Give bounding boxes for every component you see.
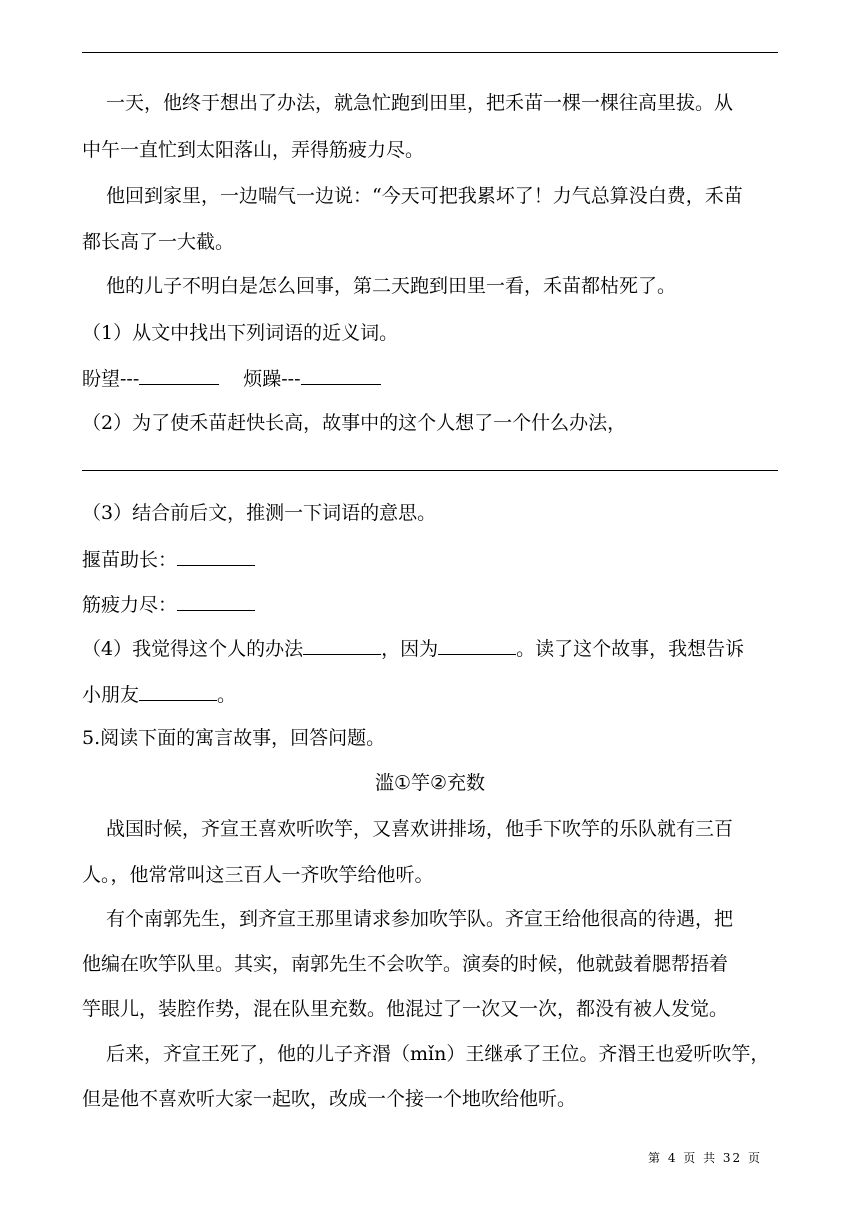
story-para3-line2: 但是他不喜欢听大家一起吹，改成一个接一个地吹给他听。 [82, 1088, 577, 1110]
story-para1-line1: 战国时候，齐宣王喜欢听吹竽，又喜欢讲排场，他手下吹竽的乐队就有三百 [106, 818, 734, 840]
answer-blank-jinpilijin[interactable] [177, 590, 255, 611]
passage1-para1-line1: 一天，他终于想出了办法，就急忙跑到田里，把禾苗一棵一棵往高里拔。从 [106, 92, 734, 114]
passage1-para2-line2: 都长高了一大截。 [82, 231, 235, 253]
synonym-prompt-fanzao: 烦躁--- [243, 368, 301, 390]
story-para3-line1: 后来，齐宣王死了，他的儿子齐湣（mǐn）王继承了王位。齐湣王也爱听吹竽， [106, 1043, 770, 1065]
question-3-item-b [82, 590, 255, 618]
answer-blank-yamiaozhuzhang[interactable] [177, 545, 255, 566]
story-para2-line3: 竽眼儿，装腔作势，混在队里充数。他混过了一次又一次，都没有被人发觉。 [82, 998, 729, 1020]
term-yamiaozhuzhang: 揠苗助长： [82, 549, 178, 571]
question-1-answers [82, 364, 381, 392]
q4-text-3: 。读了这个故事，我想告诉 [516, 638, 745, 660]
synonym-prompt-panwang: 盼望--- [82, 368, 140, 390]
q4-text-1: （4）我觉得这个人的办法 [82, 638, 304, 660]
passage1-para1-line2: 中午一直忙到太阳落山，弄得筋疲力尽。 [82, 139, 425, 161]
story-para2-line1: 有个南郭先生，到齐宣王那里请求参加吹竽队。齐宣王给他很高的待遇，把 [106, 908, 734, 930]
q4-text-5: 。 [217, 684, 237, 706]
answer-blank-q4-reason[interactable] [438, 634, 516, 655]
section-5-heading: 5.阅读下面的寓言故事，回答问题。 [82, 727, 386, 749]
question-4-line1 [82, 634, 744, 662]
question-3: （3）结合前后文，推测一下词语的意思。 [82, 502, 437, 524]
question-3-item-a [82, 545, 255, 573]
page-footer: 第 4 页 共 32 页 [648, 1151, 762, 1165]
passage1-para2-line1: 他回到家里，一边喘气一边说：“今天可把我累坏了！力气总算没白费，禾苗 [106, 185, 743, 207]
story-para2-line2: 他编在吹竽队里。其实，南郭先生不会吹竽。演奏的时候，他就鼓着腮帮捂着 [82, 953, 729, 975]
answer-blank-fanzao[interactable] [301, 364, 381, 385]
question-2: （2）为了使禾苗赶快长高，故事中的这个人想了一个什么办法， [82, 412, 627, 434]
answer-line-q2[interactable] [82, 470, 778, 471]
answer-blank-q4-message[interactable] [139, 680, 217, 701]
story-para1-line2: 人。，他常常叫这三百人一齐吹竽给他听。 [82, 864, 434, 886]
q4-text-4: 小朋友 [82, 684, 140, 706]
answer-blank-panwang[interactable] [139, 364, 219, 385]
header-rule [82, 52, 778, 53]
answer-blank-q4-opinion[interactable] [303, 634, 381, 655]
term-jinpilijin: 筋疲力尽： [82, 594, 178, 616]
question-4-line2 [82, 680, 236, 708]
story-title: 滥①竽②充数 [374, 772, 486, 794]
q4-text-2: ，因为 [381, 638, 439, 660]
passage1-para3-line1: 他的儿子不明白是怎么回事，第二天跑到田里一看，禾苗都枯死了。 [106, 275, 677, 297]
question-1: （1）从文中找出下列词语的近义词。 [82, 322, 399, 344]
